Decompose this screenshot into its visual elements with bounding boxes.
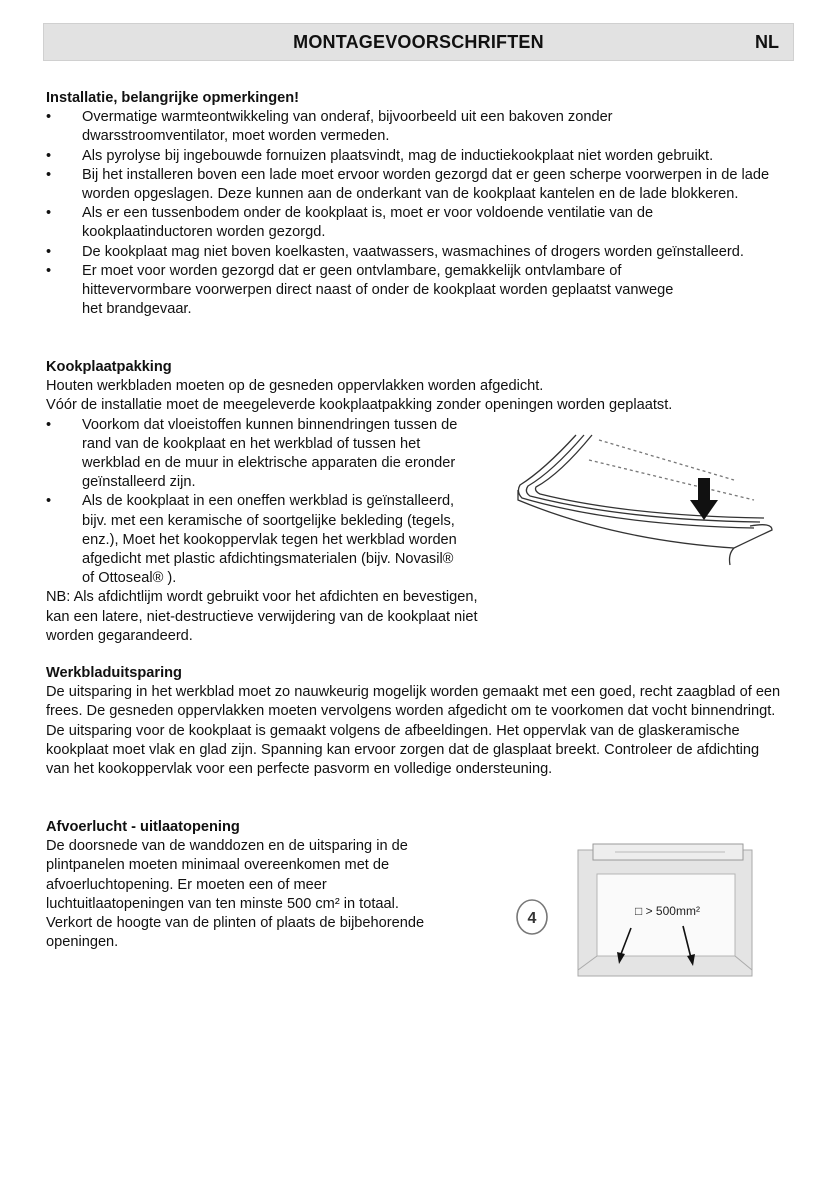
afvoer-text: De doorsnede van de wanddozen en de uitsparing in de plintpanelen moeten minimaal overeenkomen met de afvoerluchtopening. Er moeten een of meer luchtuitlaatopeningen van ten minste 500 cm² in totaal. Verkort de hoogte van de plinten of plaats de bijbehorende openingen. xyxy=(46,838,425,951)
pakking-line-2: Vóór de installatie moet de meegeleverde kookplaatpakking zonder openingen worden geplaatst. xyxy=(46,397,673,414)
list-item: • Overmatige warmteontwikkeling van onderaf, bijvoorbeeld uit een bakoven zonder dwarsstroomventilator, moet worden vermeden. xyxy=(46,108,672,146)
werkblad-paragraph-2: De uitsparing voor de kookplaat is gemaakt volgens de afbeeldingen. Het oppervlak van de glaskeramische kookplaat moet vlak en glad zijn. Spanning kan ervoor zorgen dat de glasplaat breekt. Controleer de afdichting van het kookoppervlak voor een perfecte pasvorm en volledige ondersteuning. xyxy=(46,722,760,778)
pakking-line-1: Houten werkbladen moeten op de gesneden oppervlakken worden afgedicht. xyxy=(46,378,544,395)
badge-number: 4 xyxy=(527,910,537,927)
arrow-down-icon xyxy=(690,478,718,520)
werkblad-paragraph-1: De uitsparing in het werkblad moet zo nauwkeurig mogelijk worden gemaakt met een goed, recht zaagblad of een frees. De gesneden oppervlakken moeten vervolgens worden afgedicht om te voorkomen dat vocht binnendringt. xyxy=(46,684,781,720)
figure-badge xyxy=(513,896,551,938)
pakking-note: NB: Als afdichtlijm wordt gebruikt voor het afdichten en bevestigen, kan een latere, niet-destructieve verwijdering van de kookplaat niet worden gegarandeerd. xyxy=(46,589,478,644)
language-code: NL xyxy=(755,32,779,52)
werkblad-heading: Werkbladuitsparing xyxy=(46,665,182,681)
pakking-heading: Kookplaatpakking xyxy=(46,359,172,375)
opening-label: □ > 500mm² xyxy=(635,904,700,918)
pakking-list xyxy=(46,416,481,589)
afvoer-section xyxy=(46,818,448,952)
list-item: • De kookplaat mag niet boven koelkasten, vaatwassers, wasmachines of drogers worden geïnstalleerd. xyxy=(46,243,816,262)
list-item: • Als de kookplaat in een oneffen werkblad is geïnstalleerd, bijv. met een keramische of soortgelijke bekleding (tegels, enz.), Moet het kookoppervlak tegen het werkblad worden afgedicht met plastic afdichtingsmaterialen (bijv. Novasil® of Ottoseal® ). xyxy=(46,492,468,588)
list-item: • Als er een tussenbodem onder de kookplaat is, moet er voor voldoende ventilatie van de kookplaatinductoren worden gezorgd. xyxy=(46,204,722,242)
installatie-list xyxy=(46,108,816,319)
cabinet-illustration xyxy=(575,842,757,980)
installatie-section xyxy=(46,89,816,319)
installatie-heading: Installatie, belangrijke opmerkingen! xyxy=(46,90,300,106)
list-item: • Er moet voor worden gezorgd dat er geen ontvlambare, gemakkelijk ontvlambare of hittevervormbare voorwerpen direct naast of onder de kookplaat worden geplaatst vanwege het brandgevaar. xyxy=(46,262,682,320)
page-title: MONTAGEVOORSCHRIFTEN xyxy=(293,32,544,52)
gasket-illustration xyxy=(514,430,776,570)
list-item: • Als pyrolyse bij ingebouwde fornuizen plaatsvindt, mag de inductiekookplaat niet worden gebruikt. xyxy=(46,147,816,166)
page-header xyxy=(43,23,794,61)
afvoer-heading: Afvoerlucht - uitlaatopening xyxy=(46,819,240,835)
werkblad-section xyxy=(46,664,806,779)
list-item: • Bij het installeren boven een lade moet ervoor worden gezorgd dat er geen scherpe voorwerpen in de lade worden opgeslagen. Deze kunnen aan de onderkant van de kookplaat kantelen en de lade blokkeren. xyxy=(46,166,792,204)
list-item: • Voorkom dat vloeistoffen kunnen binnendringen tussen de rand van de kookplaat en het werkblad of tussen het werkblad en de muur in elektrische apparaten die eronder geïnstalleerd zijn. xyxy=(46,416,481,493)
